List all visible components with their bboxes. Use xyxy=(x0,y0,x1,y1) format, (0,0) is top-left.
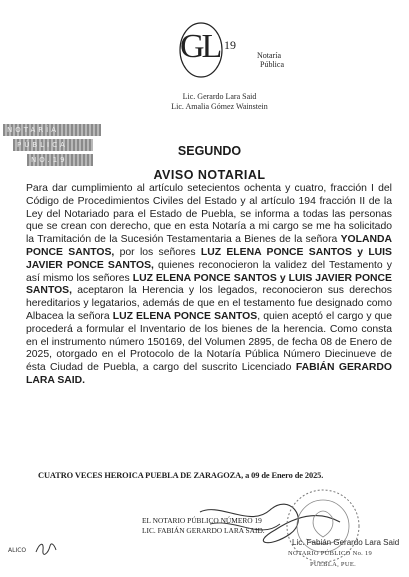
stamp-line-3: NO.19 xyxy=(27,154,93,166)
signer-title: EL NOTARIO PÚBLICO NÚMERO 19 xyxy=(142,516,262,525)
logo-number: 19 xyxy=(224,38,236,52)
name-yolanda: YOLANDA PONCE SANTOS, xyxy=(26,234,392,258)
notary-logo xyxy=(178,20,224,84)
notice-body xyxy=(26,183,392,388)
body-text-2: por los señores xyxy=(114,246,201,258)
title-segundo: SEGUNDO xyxy=(177,144,242,158)
names-heirs-1: LUZ ELENA PONCE SANTOS y LUIS JAVIER PONCE SANTOS, xyxy=(26,246,392,271)
notary-name-2: Lic. Amalia Gómez Wainstein xyxy=(171,102,268,111)
logo-word-notaria: Notaría xyxy=(257,51,281,60)
margin-note: ALICO xyxy=(8,547,27,554)
body-text-4: aceptaron la Herencia y los legados, reconocieron sus derechos hereditarios y legatarios, además de que en el testamento fue designado como Albacea la señora xyxy=(26,285,392,322)
body-text-3: quienes reconocieron la validez del Testamento y así mismo los señores xyxy=(26,259,392,284)
seal-city: PUEBLA, PUE. xyxy=(310,561,357,568)
stamp-line-2: PÚBLICA xyxy=(13,139,93,151)
stamp-line-1: NOTARÍA xyxy=(3,124,101,136)
name-albacea: LUZ ELENA PONCE SANTOS xyxy=(112,310,258,322)
place-date: CUATRO VECES HEROICA PUEBLA DE ZARAGOZA, a 09 de Enero de 2025. xyxy=(38,471,324,480)
initials-scribble xyxy=(34,540,60,556)
title-aviso-notarial: AVISO NOTARIAL xyxy=(153,168,266,182)
notary-name-1: Lic. Gerardo Lara Said xyxy=(182,92,257,101)
logo-monogram-icon: GL xyxy=(180,28,220,65)
body-text-5: , quien aceptó el cargo y que procederá a formular el Inventario de los bienes de la herencia. Como consta en el instrumento número 150169, del Volumen 2895, de fecha 08 de Enero de 2025, otorgado en el Protocolo de la Notaría Pública Número Diecinueve de ésta Ciudad de Puebla, a cargo del suscrito Licenciado xyxy=(26,310,392,374)
logo-word-publica: Pública xyxy=(260,60,284,69)
body-text-1: Para dar cumplimiento al artículo setecientos ochenta y cuatro, fracción I del Código de Procedimientos Civiles del Estado y al artículo 194 fracción II de la Ley del Notariado para el Estado de Puebla, se informa a todas las personas que se crean con derecho, que en esta Notaría a mi cargo se me ha solicitado la Tramitación de la Sucesión Testamentaria a Bienes de la señora xyxy=(26,183,392,246)
names-heirs-2: LUZ ELENA PONCE SANTOS y LUIS JAVIER PONCE SANTOS, xyxy=(26,272,392,297)
signer-name: LIC. FABIÁN GERARDO LARA SAID. xyxy=(142,526,265,535)
seal-number: NOTARIO PÚBLICO No. 19 xyxy=(288,550,373,557)
name-notary: FABIÁN GERARDO LARA SAID. xyxy=(26,362,392,386)
seal-name: Lic. Fabián Gerardo Lara Said xyxy=(292,538,400,547)
